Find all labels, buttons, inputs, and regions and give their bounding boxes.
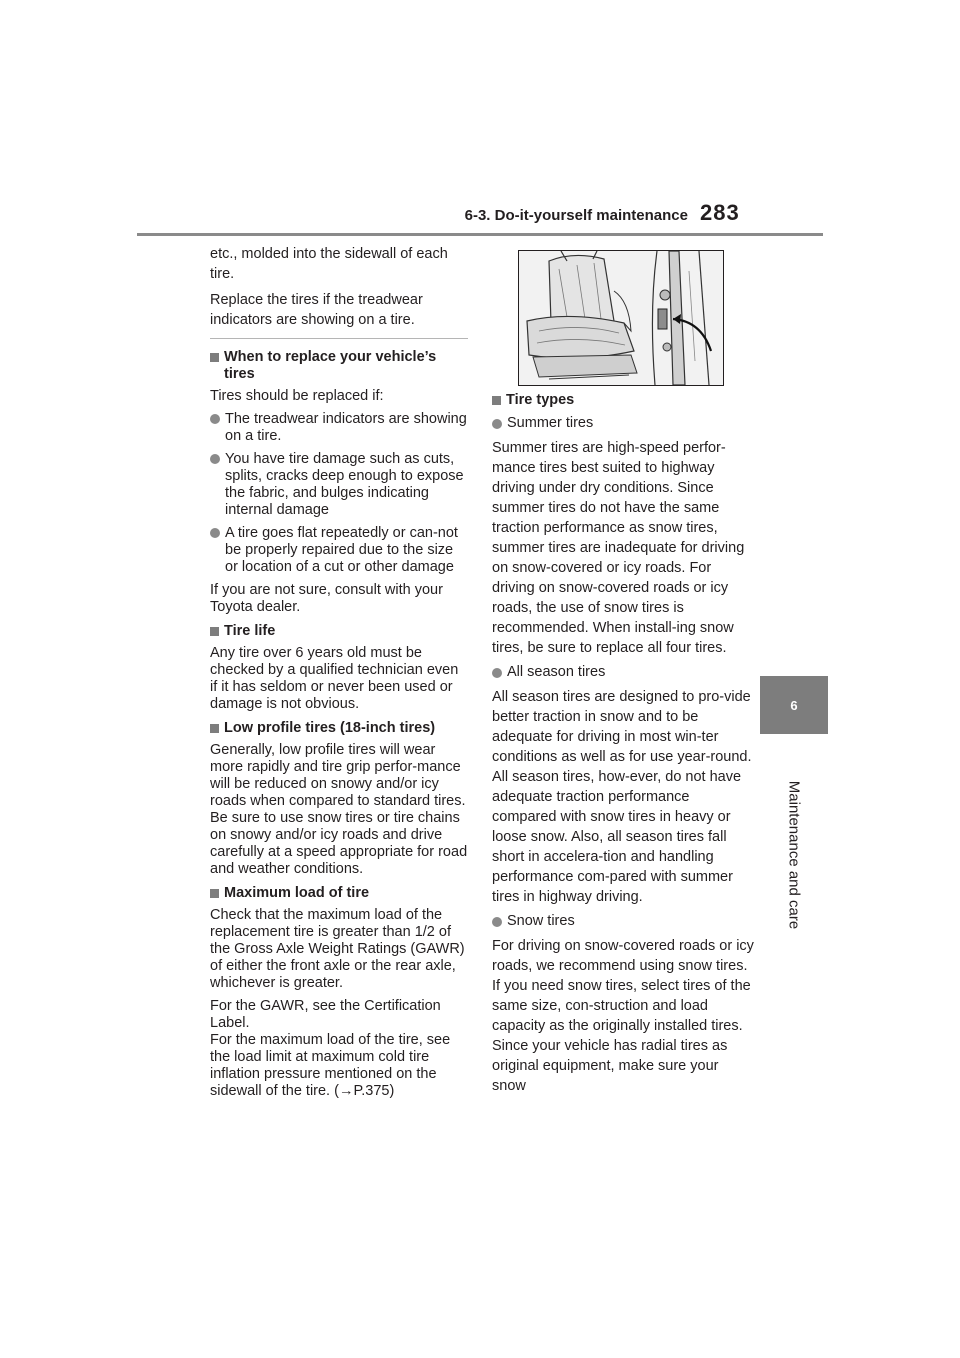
low-profile-heading-text: Low profile tires (18-inch tires) bbox=[224, 720, 436, 736]
header-rule bbox=[137, 233, 823, 236]
intro-text: etc., molded into the sidewall of each tire. bbox=[210, 246, 448, 282]
door-pillar-illustration bbox=[518, 250, 724, 386]
list-item-text: You have tire damage such as cuts, splits, cracks deep enough to expose the fabric, and bulges indicating internal damage bbox=[225, 451, 464, 518]
max-load-text: Check that the maximum load of the replacement tire is greater than 1/2 of the Gross Axle Weight Ratings (GAWR) of either the front axle or the rear axle, whichever is greater. bbox=[210, 907, 465, 991]
circle-bullet-icon bbox=[210, 454, 220, 464]
list-item-text: A tire goes flat repeatedly or can-not be properly repaired due to the size or location of a cut or other damage bbox=[225, 525, 458, 575]
all-season-tires-label: All season tires bbox=[507, 664, 606, 680]
square-bullet-icon bbox=[210, 724, 219, 733]
square-bullet-icon bbox=[210, 889, 219, 898]
arrow-right-icon: → bbox=[338, 1083, 354, 1099]
page-reference-link[interactable]: P.375) bbox=[353, 1083, 395, 1099]
summer-tires-text: Summer tires are high-speed perfor-mance tires best suited to highway driving under dry conditions. Since summer tires do not have the same traction performance as snow tires, summer tires are inadequate for driving on snow-covered or icy roads. For driving on snow-covered roads or icy roads, the use of snow tires is recommended. When install-ing snow tires, be sure to replace all four tires. bbox=[492, 440, 745, 656]
circle-bullet-icon bbox=[492, 668, 502, 678]
chapter-tab bbox=[760, 676, 828, 734]
chapter-title: Maintenance and care bbox=[785, 780, 803, 930]
car-interior-drawing-icon bbox=[519, 251, 723, 385]
square-bullet-icon bbox=[492, 396, 501, 405]
snow-tires-text: For driving on snow-covered roads or icy roads, we recommend using snow tires. If you need snow tires, select tires of the same size, con-struction and load capacity as the originally installed tires. Since your vehicle has radial tires as original equipment, make sure your snow bbox=[492, 938, 754, 1094]
section-title: 6-3. Do-it-yourself maintenance bbox=[464, 207, 688, 224]
circle-bullet-icon bbox=[210, 528, 220, 538]
list-item bbox=[210, 525, 468, 576]
tire-life-heading bbox=[210, 623, 468, 640]
snow-tires-item bbox=[492, 913, 754, 930]
tire-types-heading bbox=[492, 392, 754, 409]
tire-types-heading-text: Tire types bbox=[506, 392, 575, 408]
square-bullet-icon bbox=[210, 627, 219, 636]
replace-intro: Tires should be replaced if: bbox=[210, 388, 384, 404]
tire-life-text: Any tire over 6 years old must be checked by a qualified technician even if it has seldom or never been used or damage is not obvious. bbox=[210, 645, 459, 712]
summer-tires-item bbox=[492, 415, 754, 432]
all-season-tires-text: All season tires are designed to pro-vide better traction in snow and to be adequate for driving in most win-ter conditions as well as for use year-round. All season tires, how-ever, do not have adequate traction performance compared with snow tires in heavy or loose snow. Also, all season tires fall short in accelera-tion and handling performance com-pared with summer tires in highway driving. bbox=[492, 689, 752, 905]
summer-tires-label: Summer tires bbox=[507, 415, 594, 431]
max-load-heading-text: Maximum load of tire bbox=[224, 885, 370, 901]
gawr-text: For the GAWR, see the Certification Label. bbox=[210, 998, 441, 1031]
snow-tires-label: Snow tires bbox=[507, 913, 575, 929]
right-column bbox=[492, 392, 754, 1102]
square-bullet-icon bbox=[210, 353, 219, 362]
circle-bullet-icon bbox=[492, 419, 502, 429]
replace-heading-text: When to replace your vehicle’s tires bbox=[224, 349, 437, 382]
left-column bbox=[210, 244, 468, 1106]
load-limit-paragraph bbox=[210, 1032, 468, 1100]
load-limit-text: For the maximum load of the tire, see the load limit at maximum cold tire inflation pressure mentioned on the sidewall of the tire. ( bbox=[210, 1032, 451, 1099]
tire-life-heading-text: Tire life bbox=[224, 623, 276, 639]
list-item bbox=[210, 411, 468, 445]
replace-heading bbox=[210, 349, 468, 383]
max-load-heading bbox=[210, 885, 468, 902]
intro-text-2: Replace the tires if the treadwear indicators are showing on a tire. bbox=[210, 292, 423, 328]
low-profile-text: Generally, low profile tires will wear more rapidly and tire grip perfor-mance will be reduced on snowy and/or icy roads when compared to standard tires. Be sure to use snow tires or tire chains on snowy and/or icy roads and drive carefully at a speed appropriate for road and weather conditions. bbox=[210, 742, 468, 877]
section-divider bbox=[210, 338, 468, 339]
circle-bullet-icon bbox=[210, 414, 220, 424]
low-profile-heading bbox=[210, 720, 468, 737]
page-number: 283 bbox=[700, 200, 740, 225]
all-season-tires-item bbox=[492, 664, 754, 681]
list-item bbox=[210, 451, 468, 519]
circle-bullet-icon bbox=[492, 917, 502, 927]
chapter-number: 6 bbox=[790, 697, 798, 713]
replace-outro: If you are not sure, consult with your Toyota dealer. bbox=[210, 582, 443, 615]
list-item-text: The treadwear indicators are showing on a tire. bbox=[225, 411, 467, 444]
